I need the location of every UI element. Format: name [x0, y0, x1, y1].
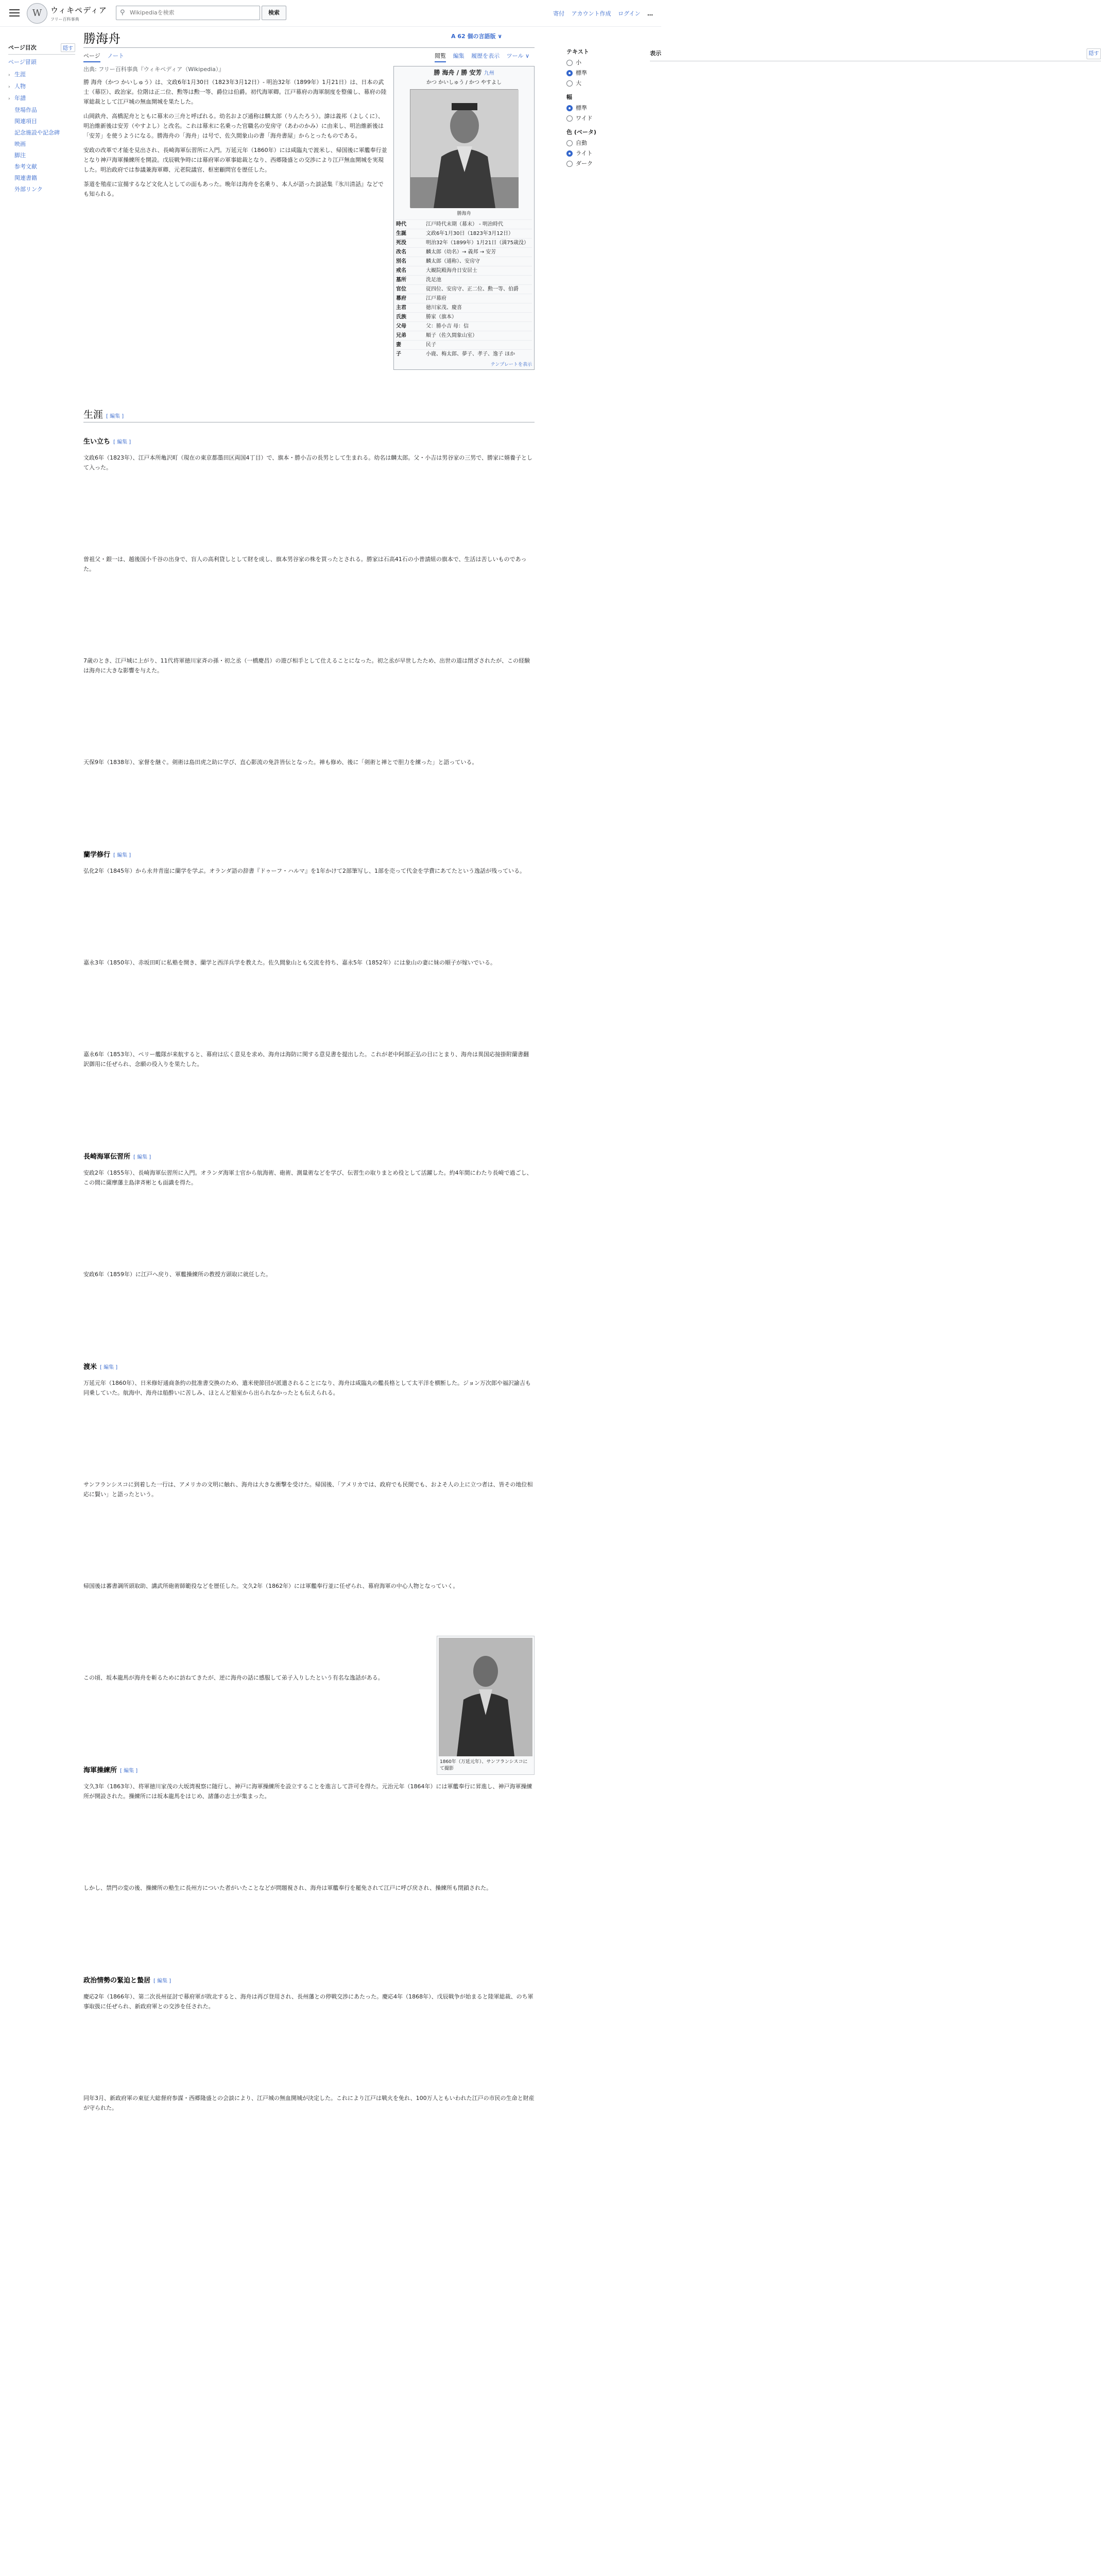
- paragraph-text: しかし、禁門の変の後、操練所の塾生に長州方についた者がいたことなどが問題視され、海舟は軍艦奉行を罷免されて江戸に呼び戻され、操練所も閉鎖された。: [83, 1885, 492, 1891]
- search-input[interactable]: [130, 9, 253, 16]
- donate-link[interactable]: 寄付: [553, 10, 565, 17]
- color-label: 色 (ベータ): [566, 129, 596, 135]
- infobox-reading: かつ かいしゅう / かつ やすよし: [426, 80, 502, 86]
- paragraph-text: 弘化2年（1845年）から永井青崖に蘭学を学ぶ。オランダ語の辞書『ドゥーフ・ハルマ』を1年かけて2部筆写し、1部を売って代金を学費にあてたという逸話が残っている。: [83, 868, 525, 874]
- portrait-drawing: [410, 90, 519, 208]
- infobox-value: 小鹿、梅太郎、夢子、孝子、逸子 ほか: [426, 351, 515, 357]
- infobox-key: 官位: [396, 286, 406, 292]
- subsection-heading: [83, 1361, 117, 1371]
- infobox-value: 文政6年1月30日（1823年3月12日）: [426, 231, 513, 236]
- color-option[interactable]: [566, 138, 651, 148]
- portrait-image[interactable]: [410, 89, 518, 208]
- radio-icon[interactable]: [566, 70, 573, 76]
- toc-item[interactable]: [8, 69, 75, 81]
- infobox-row: [396, 340, 532, 349]
- appearance-header: [650, 48, 1101, 61]
- infobox-key: 氏族: [396, 314, 406, 320]
- text-size-option-label: 大: [576, 80, 581, 87]
- heading-text: 政治情勢の緊迫と蟄居: [83, 1977, 151, 1985]
- infobox-value: 順子（佐久間象山室）: [426, 333, 477, 338]
- infobox-value: 洗足池: [426, 277, 441, 283]
- infobox-name: 勝 海舟 / 勝 安芳: [434, 69, 482, 76]
- section-paragraph: [83, 1673, 423, 1687]
- title-divider: [83, 47, 535, 48]
- paragraph-text: 帰国後は蕃書調所頭取助、講武所砲術師範役などを歴任した。文久2年（1862年）には軍艦奉行並に任ぜられ、幕府海軍の中心人物となっていく。: [83, 1583, 459, 1589]
- toc-item[interactable]: [8, 81, 75, 93]
- color-option-label: 自動: [576, 140, 587, 146]
- edit-section-link[interactable]: [ 編集 ]: [120, 1768, 138, 1774]
- appearance-hide-button[interactable]: 隠す: [1087, 48, 1101, 59]
- radio-icon[interactable]: [566, 161, 573, 167]
- section-photo-caption: 1860年（万延元年）、サンフランシスコにて撮影: [440, 1759, 528, 1771]
- paragraph-text: サンフランシスコに到着した一行は、アメリカの文明に触れ、海舟は大きな衝撃を受けた。帰国後、「アメリカでは、政府でも民間でも、およそ人の上に立つ者は、皆その地位相応に賢い」と語ったという。: [83, 1481, 533, 1498]
- radio-icon[interactable]: [566, 80, 573, 87]
- section-paragraph: [83, 1992, 535, 2016]
- toc-item-label: 記念施設や記念碑: [14, 129, 60, 136]
- infobox-row: [396, 247, 532, 257]
- site-tagline: フリー百科事典: [50, 17, 79, 22]
- main-menu-icon[interactable]: [8, 7, 21, 19]
- edit-section-link[interactable]: [ 編集 ]: [100, 1365, 118, 1370]
- paragraph-text: 曽祖父・銀一は、越後国小千谷の出身で、盲人の高利貸しとして財を成し、旗本男谷家の株を買ったとされる。勝家は石高41石の小普請組の旗本で、生活は苦しいものであった。: [83, 556, 527, 572]
- infobox-row: [396, 257, 532, 266]
- edit-section-link[interactable]: [ 編集 ]: [106, 414, 124, 419]
- edit-section-link[interactable]: [ 編集 ]: [133, 1155, 151, 1160]
- infobox-key: 父母: [396, 324, 406, 329]
- infobox-value: 明治32年（1899年）1月21日（満75歳没）: [426, 240, 529, 246]
- infobox-key: 子: [396, 351, 401, 357]
- section-paragraph: [83, 1581, 535, 1596]
- site-header: [0, 0, 661, 27]
- login-link[interactable]: ログイン: [618, 10, 641, 17]
- infobox-value: 江戸幕府: [426, 296, 446, 301]
- section-paragraph: [83, 1168, 535, 1192]
- text-size-option[interactable]: [566, 68, 651, 78]
- wikipedia-logo[interactable]: W: [27, 3, 47, 24]
- text-size-option-label: 小: [576, 59, 581, 66]
- heading-text: 長崎海軍伝習所: [83, 1153, 131, 1161]
- subsection-heading: [83, 1975, 171, 1985]
- page-title: 勝海舟: [83, 31, 121, 46]
- infobox-key: 墓所: [396, 277, 406, 283]
- infobox-row: [396, 284, 532, 294]
- edit-section-link[interactable]: [ 編集 ]: [113, 853, 131, 858]
- page-tabs: [83, 49, 535, 62]
- toc-item[interactable]: [8, 127, 75, 139]
- toc-item-label: 映画: [14, 141, 26, 147]
- edit-section-link[interactable]: [ 編集 ]: [153, 1978, 171, 1984]
- chevron-right-icon[interactable]: ›: [8, 73, 10, 78]
- section-paragraph: [83, 757, 535, 772]
- tab-edit[interactable]: 編集: [453, 53, 465, 59]
- tab-talk[interactable]: ノート: [107, 53, 124, 59]
- text-size-label: テキスト: [566, 48, 589, 55]
- toc-hide-button[interactable]: 隠す: [61, 43, 75, 52]
- color-option-label: ライト: [576, 150, 593, 157]
- toc-item-label: 関連書籍: [14, 175, 37, 181]
- infobox-title: [396, 69, 532, 87]
- heading-text: 海軍操練所: [83, 1767, 117, 1774]
- section-heading: [83, 407, 535, 422]
- section-paragraph: [83, 656, 535, 680]
- section-paragraph: [83, 1269, 535, 1284]
- toc-title: ページ目次: [8, 44, 37, 51]
- appearance-panel: [566, 43, 1099, 169]
- infobox-row: [396, 229, 532, 238]
- infobox-row: [396, 303, 532, 312]
- infobox-row: [396, 331, 532, 340]
- tab-read[interactable]: 閲覧: [435, 53, 446, 62]
- width-option[interactable]: [566, 113, 651, 124]
- toc-item-label: 年譜: [14, 95, 26, 101]
- heading-text: 生い立ち: [83, 438, 111, 446]
- section-paragraph: [83, 1049, 535, 1074]
- toc-item[interactable]: [8, 105, 75, 116]
- width-option-label: 標準: [576, 105, 587, 111]
- infobox-key: 主君: [396, 305, 406, 311]
- intro-paragraph: 山岡鉄舟、高橋泥舟とともに幕末の三舟と呼ばれる。幼名および通称は麟太郎（りんたろう）。諱は義邦（よしくに）、明治維新後は安芳（やすよし）と改名。これは幕末に名乗った官職名の安房守（あわのかみ）に由来し、明治維新後は「安芳」を使うようになる。勝海舟の「海舟」は号で、佐久間象山の書「海舟書屋」からとったものである。: [83, 113, 384, 139]
- toc-item-label: 参考文献: [14, 163, 37, 170]
- text-size-option[interactable]: [566, 58, 651, 68]
- tab-tools[interactable]: ツール ∨: [506, 53, 529, 59]
- site-wordmark[interactable]: [50, 5, 107, 22]
- infobox-key: 時代: [396, 222, 406, 227]
- paragraph-text: 文久3年（1863年）、将軍徳川家茂の大坂湾視察に随行し、神戸に海軍操練所を設立することを進言して許可を得た。元治元年（1864年）には軍艦奉行に昇進し、神戸海軍操練所が開設された。操練所には坂本龍馬をはじめ、諸藩の志士が集まった。: [83, 1783, 532, 1800]
- infobox: [393, 66, 535, 370]
- paragraph-text: 万延元年（1860年）、日米修好通商条約の批准書交換のため、遣米使節団が派遣されることになり、海舟は咸臨丸の艦長格として太平洋を横断した。ジョン万次郎や福沢諭吉も同乗していた。航海中、海舟は船酔いに苦しみ、ほとんど船室から出られなかったとも伝えられる。: [83, 1380, 531, 1396]
- text-size-option-label: 標準: [576, 70, 587, 76]
- infobox-row: [396, 312, 532, 321]
- section-paragraph: [83, 554, 535, 579]
- infobox-row: [396, 294, 532, 303]
- template-link[interactable]: テンプレートを表示: [490, 362, 532, 367]
- color-option[interactable]: [566, 159, 651, 169]
- intro-paragraph: 安政の改革で才能を見出され、長崎海軍伝習所に入門。万延元年（1860年）には咸臨丸で渡米し、帰国後に軍艦奉行並となり神戸海軍操練所を開設。戊辰戦争時には幕府軍の軍事総裁となり、西郷隆盛との交渉により江戸無血開城を実現した。明治政府では参議兼海軍卿、元老院議官、枢密顧問官を歴任した。: [83, 147, 387, 173]
- site-name: ウィキペディア: [50, 6, 107, 15]
- toc-item-label: 人物: [14, 83, 26, 90]
- heading-text: 蘭学修行: [83, 851, 111, 859]
- paragraph-text: 慶応2年（1866年）、第二次長州征討で幕府軍が敗北すると、海舟は再び登用され、長州藩との停戦交渉にあたった。慶応4年（1868年）、戊辰戦争が始まると陸軍総裁、のち軍事取扱に任ぜられ、新政府軍との交渉を任された。: [83, 1993, 534, 2010]
- radio-icon[interactable]: [566, 140, 573, 146]
- intro-paragraph: 勝 海舟（かつ かいしゅう）は、文政6年1月30日（1823年3月12日）- 明治32年（1899年）1月21日）は、日本の武士（幕臣）、政治家。位階は正二位、勲等は勲一等、爵位は伯爵。初代海軍卿。江戸幕府の海軍制度を整備し、幕府の陸軍総裁として江戸城の無血開城を果たした。: [83, 79, 387, 105]
- paragraph-text: この頃、坂本龍馬が海舟を斬るために訪ねてきたが、逆に海舟の話に感服して弟子入りしたという有名な逸話がある。: [83, 1674, 384, 1681]
- subsection-heading: [83, 1765, 137, 1774]
- toc-item[interactable]: [8, 150, 75, 161]
- infobox-row: [396, 275, 532, 284]
- infobox-key: 生誕: [396, 231, 406, 236]
- search-icon: ⚲: [120, 9, 125, 16]
- toc-item[interactable]: [8, 116, 75, 127]
- intro-paragraph: 茶道を殖産に宣揚するなど文化人としての面もあった。晩年は海舟を名乗り、本人が語った談話集『氷川清話』などでも知られる。: [83, 181, 384, 197]
- subsection-heading: [83, 1151, 151, 1161]
- portrait-caption: 勝海舟: [457, 211, 471, 216]
- subsection-heading: [83, 849, 131, 859]
- paragraph-text: 天保9年（1838年）、家督を継ぐ。剣術は島田虎之助に学び、直心影流の免許皆伝となった。禅も修め、後に「剣術と禅とで胆力を練った」と語っている。: [83, 759, 478, 766]
- infobox-key: 別名: [396, 259, 406, 264]
- section-photo-drawing: [439, 1638, 532, 1756]
- toc-item-label: 外部リンク: [14, 186, 43, 193]
- infobox-key: 妻: [396, 342, 401, 348]
- subsection-heading: [83, 436, 131, 446]
- toc-item-label: 生涯: [14, 71, 26, 78]
- paragraph-text: 安政6年（1859年）に江戸へ戻り、軍艦操練所の教授方頭取に就任した。: [83, 1271, 271, 1278]
- infobox-key: 兄弟: [396, 333, 406, 338]
- edit-section-link[interactable]: [ 編集 ]: [113, 439, 131, 445]
- width-option[interactable]: [566, 103, 651, 113]
- toc-item-label: 脚注: [14, 152, 26, 159]
- toc-item[interactable]: [8, 93, 75, 105]
- toc-header: [8, 43, 75, 55]
- toc-item-label: 登場作品: [14, 107, 37, 113]
- paragraph-text: 嘉永6年（1853年）、ペリー艦隊が来航すると、幕府は広く意見を求め、海舟は海防に関する意見書を提出した。これが老中阿部正弘の目にとまり、海舟は異国応接掛附蘭書翻訳御用に任ぜられ、念願の役入りを果たした。: [83, 1051, 529, 1067]
- color-option-label: ダーク: [576, 160, 593, 167]
- width-label: 幅: [566, 94, 572, 100]
- infobox-key: 死没: [396, 240, 406, 246]
- infobox-row: [396, 321, 532, 331]
- infobox-value: 江戸時代末期（幕末） - 明治時代: [426, 222, 503, 227]
- toc-item[interactable]: [8, 184, 75, 195]
- create-account-link[interactable]: アカウント作成: [571, 10, 611, 17]
- infobox-key: 戒名: [396, 268, 406, 274]
- paragraph-text: 嘉永3年（1850年）、赤坂田町に私塾を開き、蘭学と西洋兵学を教えた。佐久間象山とも交流を持ち、嘉永5年（1852年）には象山の妻に妹の順子が嫁いでいる。: [83, 959, 496, 966]
- search-button[interactable]: 検索: [262, 6, 286, 20]
- infobox-key: 改名: [396, 249, 406, 255]
- radio-icon[interactable]: [566, 105, 573, 111]
- infobox-value: 徳川家茂、慶喜: [426, 305, 462, 311]
- section-paragraph: [83, 1480, 535, 1504]
- section-paragraph: [83, 1883, 535, 1897]
- section-photo: [439, 1638, 532, 1756]
- infobox-value: 麟太郎（幼名）→ 義邦 → 安芳: [426, 249, 496, 255]
- infobox-row: [396, 219, 532, 229]
- section-paragraph: [83, 2093, 535, 2117]
- infobox-value: 麟太郎（通称）、安房守: [426, 259, 480, 264]
- infobox-row: [396, 238, 532, 247]
- tab-page[interactable]: ページ: [83, 53, 100, 62]
- paragraph-text: 同年3月、新政府軍の東征大総督府参謀・西郷隆盛との会談により、江戸城の無血開城が決定した。これにより江戸は戦火を免れ、100万人ともいわれた江戸の市民の生命と財産が守られた。: [83, 2095, 535, 2111]
- toc-item-label: 関連項目: [14, 118, 37, 125]
- language-button[interactable]: A 62 個の言語版 ∨: [451, 33, 503, 40]
- color-option[interactable]: [566, 148, 651, 159]
- width-option-label: ワイド: [576, 115, 593, 122]
- more-options-icon[interactable]: …: [647, 10, 653, 17]
- toc-item[interactable]: [8, 139, 75, 150]
- heading-text: 渡米: [83, 1363, 97, 1371]
- infobox-value: 大観院殿海舟日安居士: [426, 268, 477, 274]
- paragraph-text: 文政6年（1823年）、江戸本所亀沢町（現在の東京都墨田区両国4丁目）で、旗本・勝小吉の長男として生まれる。幼名は麟太郎。父・小吉は男谷家の三男で、勝家に婿養子として入った。: [83, 454, 533, 471]
- text-size-option[interactable]: [566, 78, 651, 89]
- toc-item[interactable]: [8, 173, 75, 184]
- section-paragraph: [83, 453, 535, 477]
- radio-icon[interactable]: [566, 60, 573, 66]
- chevron-right-icon[interactable]: ›: [8, 96, 10, 101]
- search-box: [116, 6, 260, 20]
- section-paragraph: [83, 1378, 535, 1402]
- infobox-key: 幕府: [396, 296, 406, 301]
- infobox-value: 民子: [426, 342, 436, 348]
- section-image[interactable]: [437, 1636, 535, 1775]
- infobox-value: 勝家（旗本）: [426, 314, 457, 320]
- infobox-value: 父：勝小吉 母：信: [426, 324, 469, 329]
- infobox-row: [396, 266, 532, 275]
- heading-text: 生涯: [83, 409, 104, 420]
- page-tagline: 出典: フリー百科事典『ウィキペディア（Wikipedia）』: [83, 66, 225, 73]
- section-paragraph: [83, 1782, 535, 1806]
- radio-icon[interactable]: [566, 115, 573, 122]
- table-of-contents: [8, 43, 75, 195]
- infobox-row: [396, 349, 532, 359]
- tab-history[interactable]: 履歴を表示: [471, 53, 500, 59]
- toc-top-link[interactable]: ページ冒頭: [8, 59, 37, 65]
- infobox-value: 従四位、安房守、正二位、勲一等、伯爵: [426, 286, 519, 292]
- paragraph-text: 7歳のとき、江戸城に上がり、11代将軍徳川家斉の孫・初之丞（一橋慶昌）の遊び相手として仕えることになった。初之丞が早世したため、出世の道は閉ざされたが、この経験は海舟に大きな影響を与えた。: [83, 657, 530, 674]
- section-paragraph: [83, 866, 535, 880]
- toc-item[interactable]: [8, 161, 75, 173]
- section-paragraph: [83, 958, 535, 972]
- appearance-title: 表示: [650, 50, 661, 57]
- paragraph-text: 安政2年（1855年）、長崎海軍伝習所に入門。オランダ海軍士官から航海術、砲術、測量術などを学び、伝習生の取りまとめ役として活躍した。約4年間にわたり長崎で過ごし、この間に薩摩藩主島津斉彬とも面識を得た。: [83, 1170, 532, 1186]
- radio-icon[interactable]: [566, 150, 573, 157]
- infobox-province-link[interactable]: 九州: [484, 71, 494, 76]
- user-links: [548, 9, 653, 18]
- chevron-right-icon[interactable]: ›: [8, 84, 10, 90]
